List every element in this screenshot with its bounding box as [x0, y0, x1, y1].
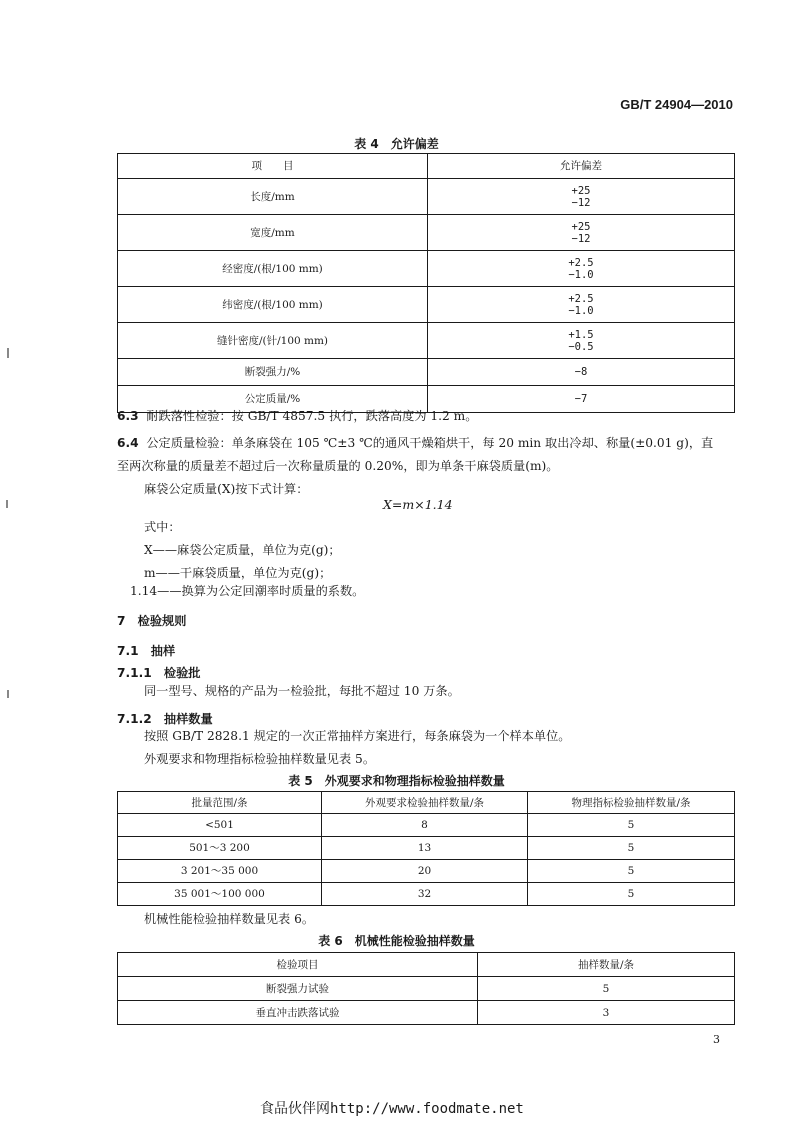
table-row — [118, 251, 735, 287]
item-cell: 长度/mm — [118, 179, 428, 215]
tolerance-cell — [428, 215, 735, 251]
table-cell: 13 — [322, 837, 528, 860]
footer-watermark — [260, 1098, 524, 1118]
lower-tolerance: −1.0 — [568, 304, 594, 317]
table-row — [118, 179, 735, 215]
table-6 — [117, 952, 735, 1025]
table-header-cell: 允许偏差 — [428, 154, 735, 179]
upper-tolerance: +1.5 — [568, 328, 594, 341]
lower-tolerance: −1.0 — [568, 268, 594, 281]
where-label: 式中： — [144, 520, 181, 534]
table-row — [118, 977, 735, 1001]
table-row — [118, 359, 735, 386]
table-cell: 5 — [528, 814, 735, 837]
section-7-1-2-text: 外观要求和物理指标检验抽样数量见表 5。 — [144, 752, 376, 766]
tolerance-cell: −8 — [428, 359, 735, 386]
table-cell: 3 — [478, 1001, 735, 1025]
lower-tolerance: −0.5 — [568, 340, 594, 353]
table-header-cell: 抽样数量/条 — [478, 953, 735, 977]
table-header-cell: 物理指标检验抽样数量/条 — [528, 792, 735, 814]
item-cell: 断裂强力/% — [118, 359, 428, 386]
scan-mark — [7, 348, 9, 358]
table-5-caption: 表 5 外观要求和物理指标检验抽样数量 — [288, 774, 505, 788]
item-cell: 缝针密度/(针/100 mm) — [118, 323, 428, 359]
table-header-cell: 外观要求检验抽样数量/条 — [322, 792, 528, 814]
table-row — [118, 287, 735, 323]
table-cell: 32 — [322, 883, 528, 906]
clause-number: 6.3 — [117, 409, 139, 423]
tolerance-cell — [428, 251, 735, 287]
upper-tolerance: +2.5 — [568, 256, 594, 269]
variable-definition: X——麻袋公定质量，单位为克(g)； — [144, 543, 341, 557]
table-cell: 20 — [322, 860, 528, 883]
tolerance-cell — [428, 287, 735, 323]
table-4-caption: 表 4 允许偏差 — [354, 137, 439, 151]
table-cell: 5 — [528, 883, 735, 906]
table-cell: 3 201～35 000 — [118, 860, 322, 883]
clause-6-4 — [117, 433, 713, 453]
clause-6-3 — [117, 406, 477, 426]
item-cell: 宽度/mm — [118, 215, 428, 251]
clause-6-4-line3: 麻袋公定质量(X)按下式计算： — [144, 482, 309, 496]
upper-tolerance: +25 — [571, 184, 591, 197]
table-header-cell: 检验项目 — [118, 953, 478, 977]
table-cell: 8 — [322, 814, 528, 837]
table-cell: 垂直冲击跌落试验 — [118, 1001, 478, 1025]
lower-tolerance: −12 — [571, 232, 591, 245]
formula: X=m×1.14 — [383, 497, 453, 512]
item-cell: 公定质量/% — [118, 386, 428, 413]
table-cell: 35 001～100 000 — [118, 883, 322, 906]
section-7-1-heading: 7.1 抽样 — [117, 644, 176, 658]
table-row — [118, 883, 735, 906]
upper-tolerance: +2.5 — [568, 292, 594, 305]
footer-url[interactable]: http://www.foodmate.net — [330, 1101, 524, 1117]
clause-text: 公定质量检验：单条麻袋在 105 ℃±3 ℃的通风干燥箱烘干，每 20 min 取出冷却、称量(±0.01 g)，直 — [146, 436, 714, 450]
section-7-1-2-heading: 7.1.2 抽样数量 — [117, 712, 213, 726]
table-cell: <501 — [118, 814, 322, 837]
item-cell: 纬密度/(根/100 mm) — [118, 287, 428, 323]
table-cell: 5 — [478, 977, 735, 1001]
clause-6-4-line2: 至两次称量的质量差不超过后一次称量质量的 0.20%，即为单条干麻袋质量(m)。 — [117, 459, 559, 473]
table-5 — [117, 791, 735, 906]
clause-number: 6.4 — [117, 436, 139, 450]
table-cell: 501～3 200 — [118, 837, 322, 860]
table-cell: 断裂强力试验 — [118, 977, 478, 1001]
scan-mark — [6, 500, 8, 508]
section-7-heading: 7 检验规则 — [117, 614, 187, 628]
table-row — [118, 323, 735, 359]
table-row — [118, 215, 735, 251]
item-cell: 经密度/(根/100 mm) — [118, 251, 428, 287]
table-6-caption: 表 6 机械性能检验抽样数量 — [318, 934, 475, 948]
table-header-cell: 项 目 — [118, 154, 428, 179]
table-4 — [117, 153, 735, 413]
lower-tolerance: −12 — [571, 196, 591, 209]
clause-text: 耐跌落性检验：按 GB/T 4857.5 执行，跌落高度为 1.2 m。 — [146, 409, 478, 423]
section-7-1-2-text: 按照 GB/T 2828.1 规定的一次正常抽样方案进行，每条麻袋为一个样本单位。 — [144, 729, 571, 743]
section-7-1-1-text: 同一型号、规格的产品为一检验批，每批不超过 10 万条。 — [144, 684, 460, 698]
section-7-1-1-heading: 7.1.1 检验批 — [117, 666, 201, 680]
variable-definition: 1.14——换算为公定回潮率时质量的系数。 — [130, 584, 365, 598]
tolerance-cell: −7 — [428, 386, 735, 413]
table-cell: 5 — [528, 837, 735, 860]
page-number: 3 — [713, 1033, 720, 1046]
table-row — [118, 1001, 735, 1025]
table-cell: 5 — [528, 860, 735, 883]
table-header-cell: 批量范围/条 — [118, 792, 322, 814]
scan-mark — [7, 690, 9, 698]
variable-definition: m——干麻袋质量，单位为克(g)； — [144, 566, 332, 580]
table-row — [118, 860, 735, 883]
table-row — [118, 814, 735, 837]
upper-tolerance: +25 — [571, 220, 591, 233]
tolerance-cell — [428, 179, 735, 215]
tolerance-cell — [428, 323, 735, 359]
footer-site-name: 食品伙伴网 — [260, 1101, 330, 1117]
standard-code: GB/T 24904—2010 — [620, 97, 733, 112]
table-row — [118, 837, 735, 860]
table-6-intro: 机械性能检验抽样数量见表 6。 — [144, 912, 315, 926]
